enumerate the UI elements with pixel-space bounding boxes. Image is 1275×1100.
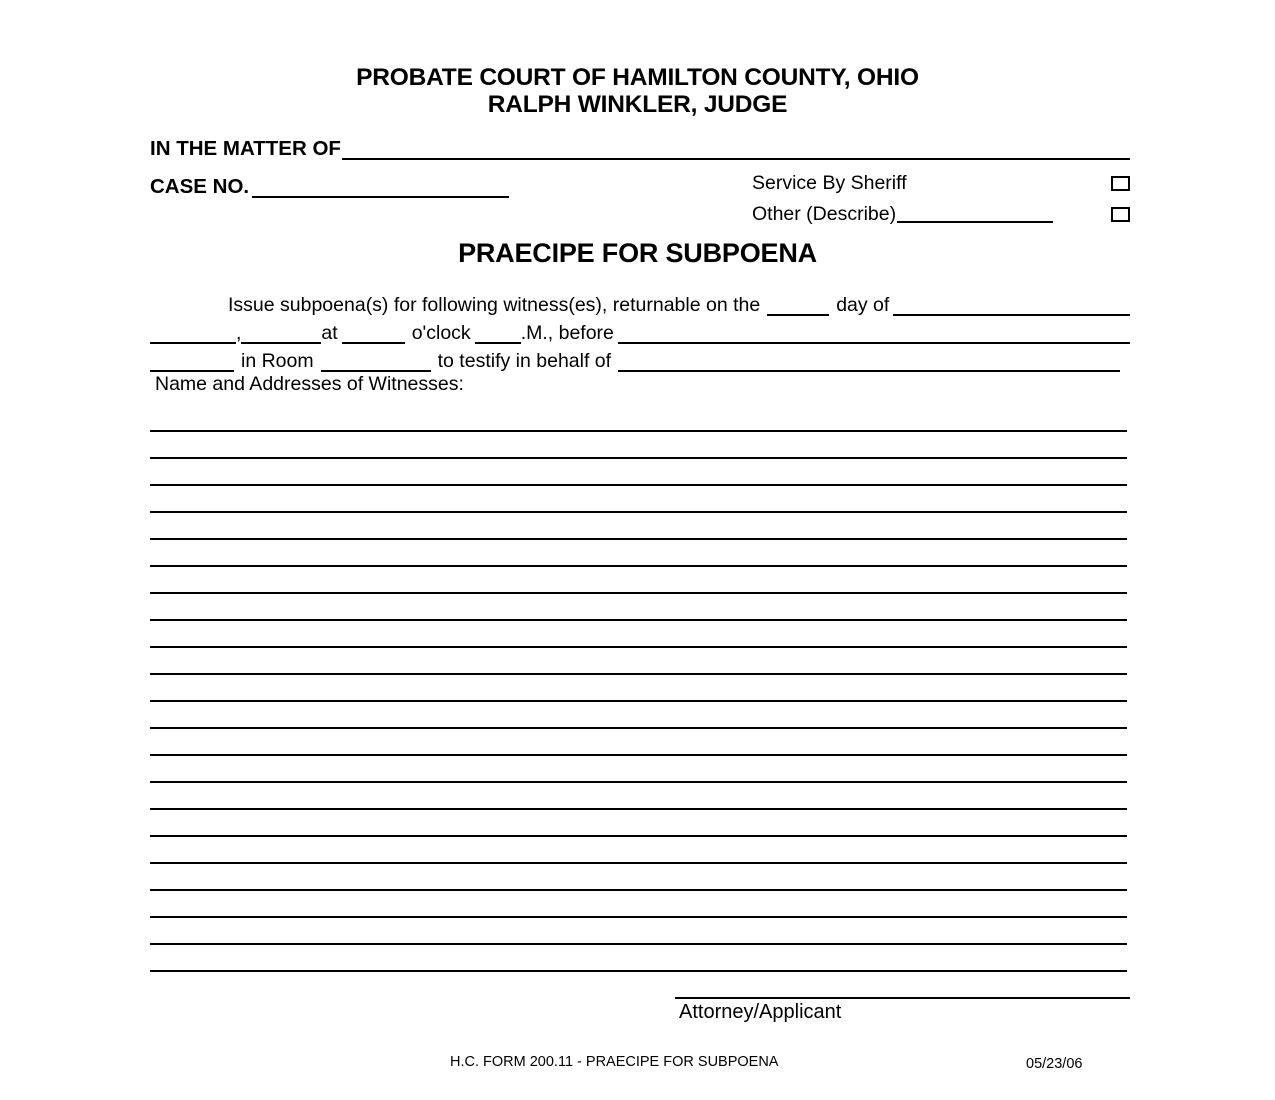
page-title: PRAECIPE FOR SUBPOENA: [458, 238, 817, 268]
instruction-text-3a: in Room: [241, 350, 314, 372]
form-identifier: H.C. FORM 200.11 - PRAECIPE FOR SUBPOENA: [450, 1054, 779, 1070]
behalf-of-field[interactable]: [618, 353, 1120, 372]
service-by-sheriff-label: Service By Sheriff: [752, 172, 907, 194]
service-other-field[interactable]: [897, 206, 1053, 223]
instruction-text-3b: to testify in behalf of: [437, 350, 612, 372]
witness-entry-line[interactable]: [150, 621, 1127, 648]
return-meridiem-field[interactable]: [475, 325, 521, 344]
in-the-matter-of-label: IN THE MATTER OF: [150, 137, 341, 160]
witness-entry-line[interactable]: [150, 594, 1127, 621]
in-the-matter-of-row: [150, 138, 1130, 160]
instruction-text-1b: day of: [836, 294, 890, 316]
witness-entry-line[interactable]: [150, 675, 1127, 702]
return-hour-field[interactable]: [342, 325, 405, 344]
instruction-text-2b: at: [321, 322, 338, 344]
witness-entry-line[interactable]: [150, 405, 1127, 432]
case-number-field[interactable]: [252, 178, 509, 198]
before-whom-cont-field[interactable]: [150, 353, 234, 372]
witness-entry-line[interactable]: [150, 648, 1127, 675]
room-number-field[interactable]: [321, 353, 431, 372]
witness-entry-line[interactable]: [150, 918, 1127, 945]
attorney-signature-field[interactable]: [675, 997, 1130, 999]
instruction-text-2d: .M., before: [520, 322, 614, 344]
service-options: [752, 168, 1130, 230]
return-month-cont-field[interactable]: [150, 325, 236, 344]
witness-entry-line[interactable]: [150, 540, 1127, 567]
witness-entry-line[interactable]: [150, 513, 1127, 540]
witness-entry-line[interactable]: [150, 432, 1127, 459]
service-other-label: Other (Describe): [752, 203, 897, 225]
witness-entry-lines: [150, 405, 1127, 972]
case-number-label: CASE NO.: [150, 175, 250, 198]
instruction-paragraph: [150, 288, 1130, 372]
witness-list-caption: Name and Addresses of Witnesses:: [155, 373, 464, 395]
witness-entry-line[interactable]: [150, 783, 1127, 810]
witness-entry-line[interactable]: [150, 702, 1127, 729]
service-by-sheriff-checkbox[interactable]: [1111, 176, 1130, 191]
instruction-text-1a: Issue subpoena(s) for following witness(es), returnable on the: [228, 294, 761, 316]
witness-entry-line[interactable]: [150, 729, 1127, 756]
case-number-row: [150, 176, 509, 198]
instruction-line-2: [150, 316, 1130, 344]
court-name: PROBATE COURT OF HAMILTON COUNTY, OHIO: [356, 64, 919, 91]
instruction-text-2a: ,: [236, 322, 242, 344]
instruction-text-2c: o'clock: [411, 322, 471, 344]
return-year-field[interactable]: [241, 325, 321, 344]
witness-entry-line[interactable]: [150, 891, 1127, 918]
service-other-checkbox[interactable]: [1111, 207, 1130, 222]
form-revision-date: 05/23/06: [1026, 1056, 1083, 1072]
return-month-field[interactable]: [893, 297, 1130, 316]
court-header: [0, 64, 1275, 118]
witness-entry-line[interactable]: [150, 486, 1127, 513]
witness-entry-line[interactable]: [150, 810, 1127, 837]
witness-entry-line[interactable]: [150, 864, 1127, 891]
judge-name: RALPH WINKLER, JUDGE: [487, 91, 788, 118]
return-day-field[interactable]: [767, 297, 829, 316]
service-other-row: [752, 199, 1130, 230]
in-the-matter-of-field[interactable]: [342, 140, 1130, 160]
instruction-line-1: [150, 288, 1130, 316]
witness-entry-line[interactable]: [150, 837, 1127, 864]
witness-entry-line[interactable]: [150, 567, 1127, 594]
service-by-sheriff-row: [752, 168, 1130, 199]
attorney-signature-label: Attorney/Applicant: [679, 1001, 842, 1023]
instruction-line-3: [150, 344, 1130, 372]
witness-entry-line[interactable]: [150, 945, 1127, 972]
witness-entry-line[interactable]: [150, 459, 1127, 486]
before-whom-field[interactable]: [618, 325, 1130, 344]
witness-entry-line[interactable]: [150, 756, 1127, 783]
